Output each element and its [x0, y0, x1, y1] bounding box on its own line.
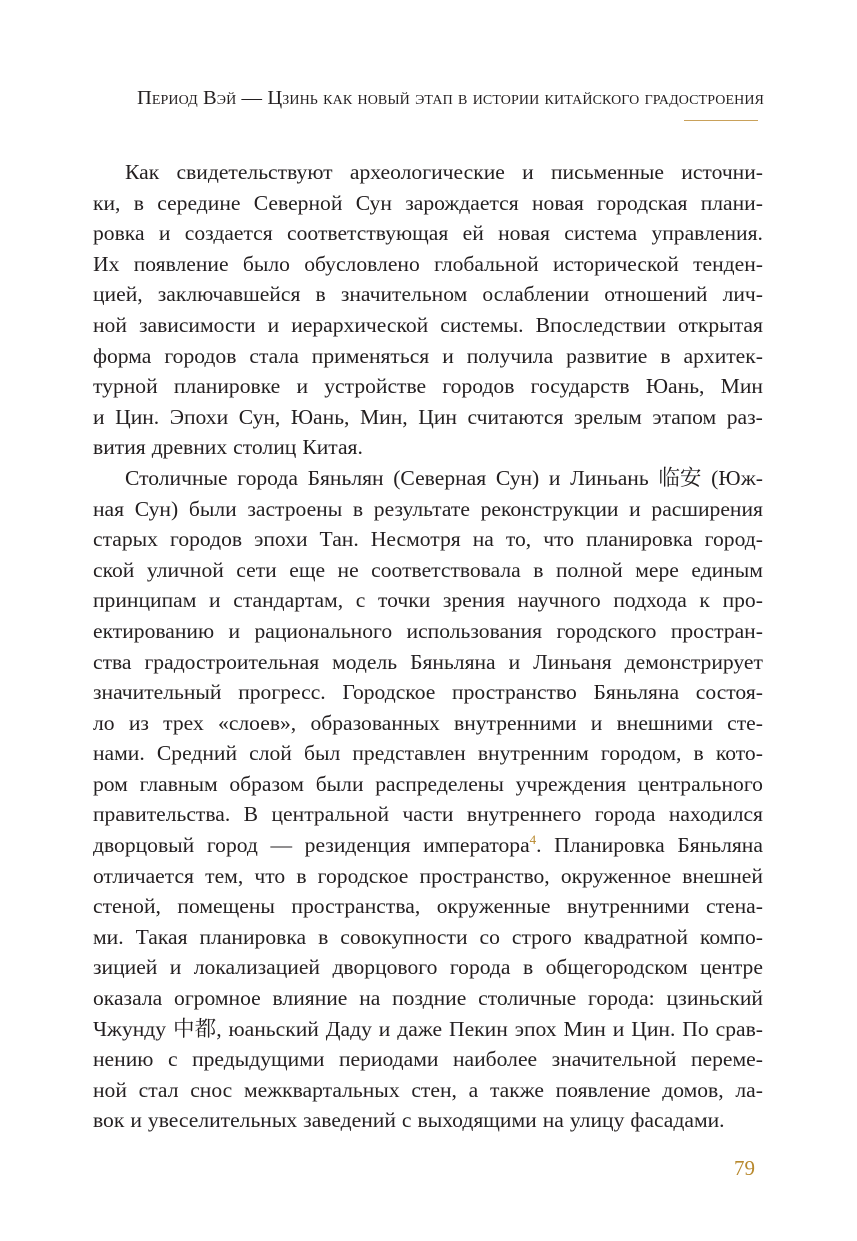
text-line: цией, заключавшейся в значительном ослаблении отношений лич-	[93, 282, 763, 307]
text-line: принципам и стандартам, с точки зрения научного подхода к про-	[93, 588, 763, 613]
text-line: значительный прогресс. Городское пространство Бяньляна состоя-	[93, 680, 763, 705]
text-line: форма городов стала применяться и получила развитие в архитек-	[93, 343, 763, 368]
text-line: зицией и локализацией дворцового города в общегородском центре	[93, 955, 763, 980]
text-line: стеной, помещены пространства, окруженные внутренними стена-	[93, 894, 763, 919]
header-rule	[684, 120, 758, 121]
text-line: ная Сун) были застроены в результате реконструкции и расширения	[93, 496, 763, 521]
page-number: 79	[734, 1156, 755, 1180]
text-line: ло из трех «слоев», образованных внутренними и внешними сте-	[93, 710, 763, 735]
text-line: вок и увеселительных заведений с выходящими на улицу фасадами.	[93, 1108, 725, 1133]
text-line: ской уличной сети еще не соответствовала в полной мере единым	[93, 557, 763, 582]
text-line: правительства. В центральной части внутреннего города находился	[93, 802, 763, 827]
text-line: Их появление было обусловлено глобальной исторической тенден-	[93, 251, 763, 276]
footnote-ref[interactable]: 4	[529, 831, 537, 847]
text-line: ми. Такая планировка в совокупности со строго квадратной компо-	[93, 924, 763, 949]
text-line: нению с предыдущими периодами наиболее значительной переме-	[93, 1047, 763, 1072]
body-text	[93, 157, 763, 1136]
text-line: ства градостроительная модель Бяньляна и Линьаня демонстрирует	[93, 649, 763, 674]
text-line: турной планировке и устройстве городов государств Юань, Мин	[93, 374, 763, 399]
text-line: ектированию и рационального использования городского простран-	[93, 618, 763, 643]
text-line: Столичные города Бяньлян (Северная Сун) и Линьань 临安 (Юж-	[125, 465, 763, 490]
text-line: и Цин. Эпохи Сун, Юань, Мин, Цин считаются зрелым этапом раз-	[93, 404, 763, 429]
text-line: отличается тем, что в городское пространство, окруженное внешней	[93, 863, 763, 888]
text-line: ной стал снос межквартальных стен, а также появление домов, ла-	[93, 1077, 763, 1102]
text-line: ной зависимости и иерархической системы. Впоследствии открытая	[93, 312, 763, 337]
text-line: ки, в середине Северной Сун зарождается новая городская плани-	[93, 190, 763, 215]
text-line: ром главным образом были распределены учреждения центрального	[93, 771, 763, 796]
text-line: Как свидетельствуют археологические и письменные источни-	[125, 160, 763, 184]
text-line: ровка и создается соответствующая ей новая система управления.	[93, 221, 763, 246]
text-line: дворцовый город — резиденция императора$^4$. Планировка Бяньляна	[93, 831, 763, 858]
text-line: старых городов эпохи Тан. Несмотря на то, что планировка город-	[93, 527, 763, 552]
text-line: Чжунду 中都, юаньский Даду и даже Пекин эпох Мин и Цин. По срав-	[93, 1016, 763, 1041]
text-line: вития древних столиц Китая.	[93, 435, 363, 460]
text-line: оказала огромное влияние на поздние столичные города: цзиньский	[93, 986, 763, 1011]
text-line: нами. Средний слой был представлен внутренним городом, в кото-	[93, 741, 763, 766]
running-title: Период Вэй — Цзинь как новый этап в истории китайского градостроения	[136, 87, 764, 109]
